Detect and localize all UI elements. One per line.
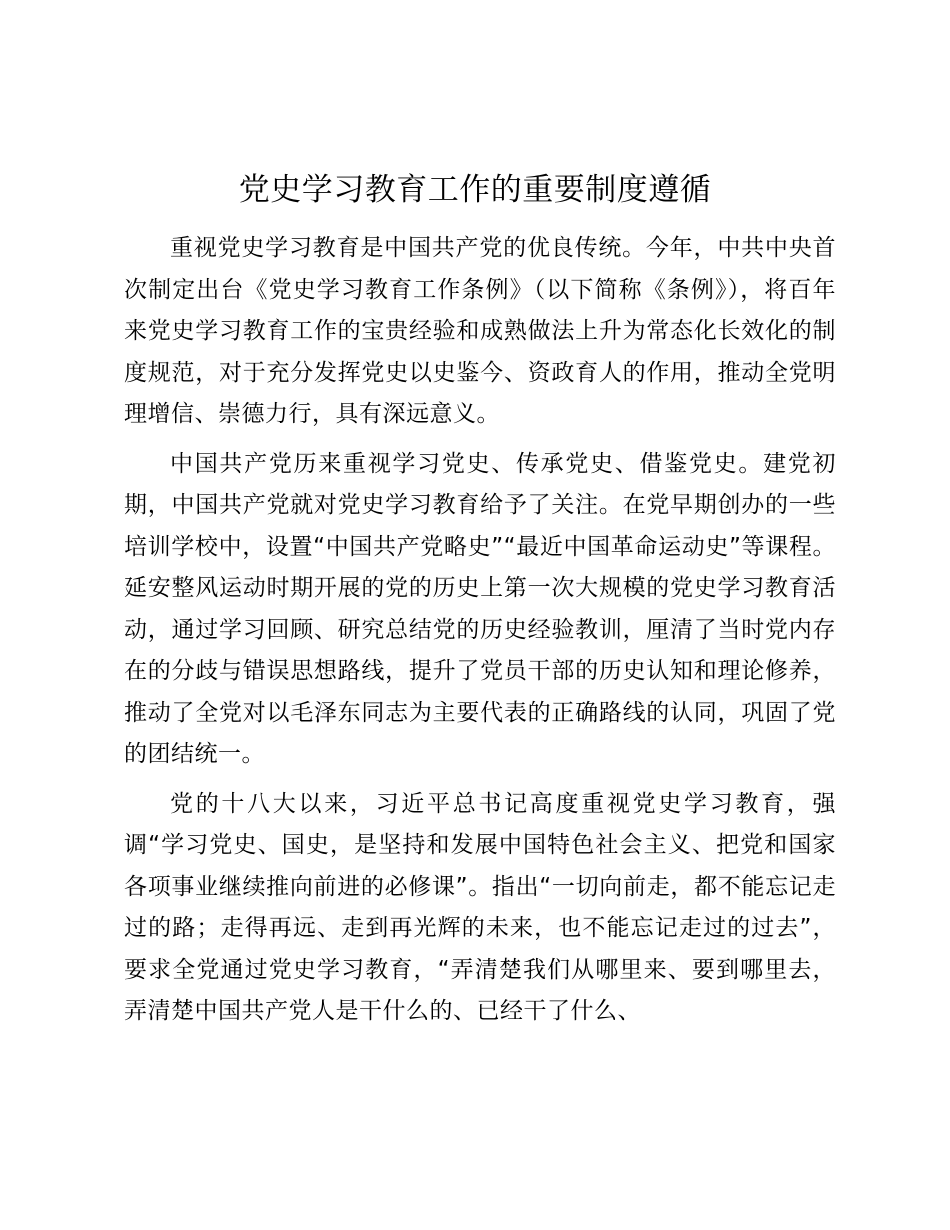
- document-body: [124, 228, 836, 1041]
- paragraph: 重视党史学习教育是中国共产党的优良传统。今年，中共中央首次制定出台《党史学习教育工作条例》（以下简称《条例》），将百年来党史学习教育工作的宝贵经验和成熟做法上升为常态化长效化的制度规范，对于充分发挥党史以史鉴今、资政育人的作用，推动全党明理增信、崇德力行，具有深远意义。: [124, 235, 836, 427]
- document-title: 党史学习教育工作的重要制度遵循: [238, 172, 712, 208]
- paragraph: 党的十八大以来，习近平总书记高度重视党史学习教育，强调“学习党史、国史，是坚持和发展中国特色社会主义、把党和国家各项事业继续推向前进的必修课”。指出“一切向前走，都不能忘记走过的路；走得再远、走到再光辉的未来，也不能忘记走过的过去”，要求全党通过党史学习教育，“弄清楚我们从哪里来、要到哪里去，弄清楚中国共产党人是干什么的、已经干了什么、: [124, 790, 836, 1024]
- paragraph: 中国共产党历来重视学习党史、传承党史、借鉴党史。建党初期，中国共产党就对党史学习教育给予了关注。在党早期创办的一些培训学校中，设置“中国共产党略史”“最近中国革命运动史”等课程。延安整风运动时期开展的党的历史上第一次大规模的党史学习教育活动，通过学习回顾、研究总结党的历史经验教训，厘清了当时党内存在的分歧与错误思想路线，提升了党员干部的历史认知和理论修养，推动了全党对以毛泽东同志为主要代表的正确路线的认同，巩固了党的团结统一。: [124, 450, 836, 767]
